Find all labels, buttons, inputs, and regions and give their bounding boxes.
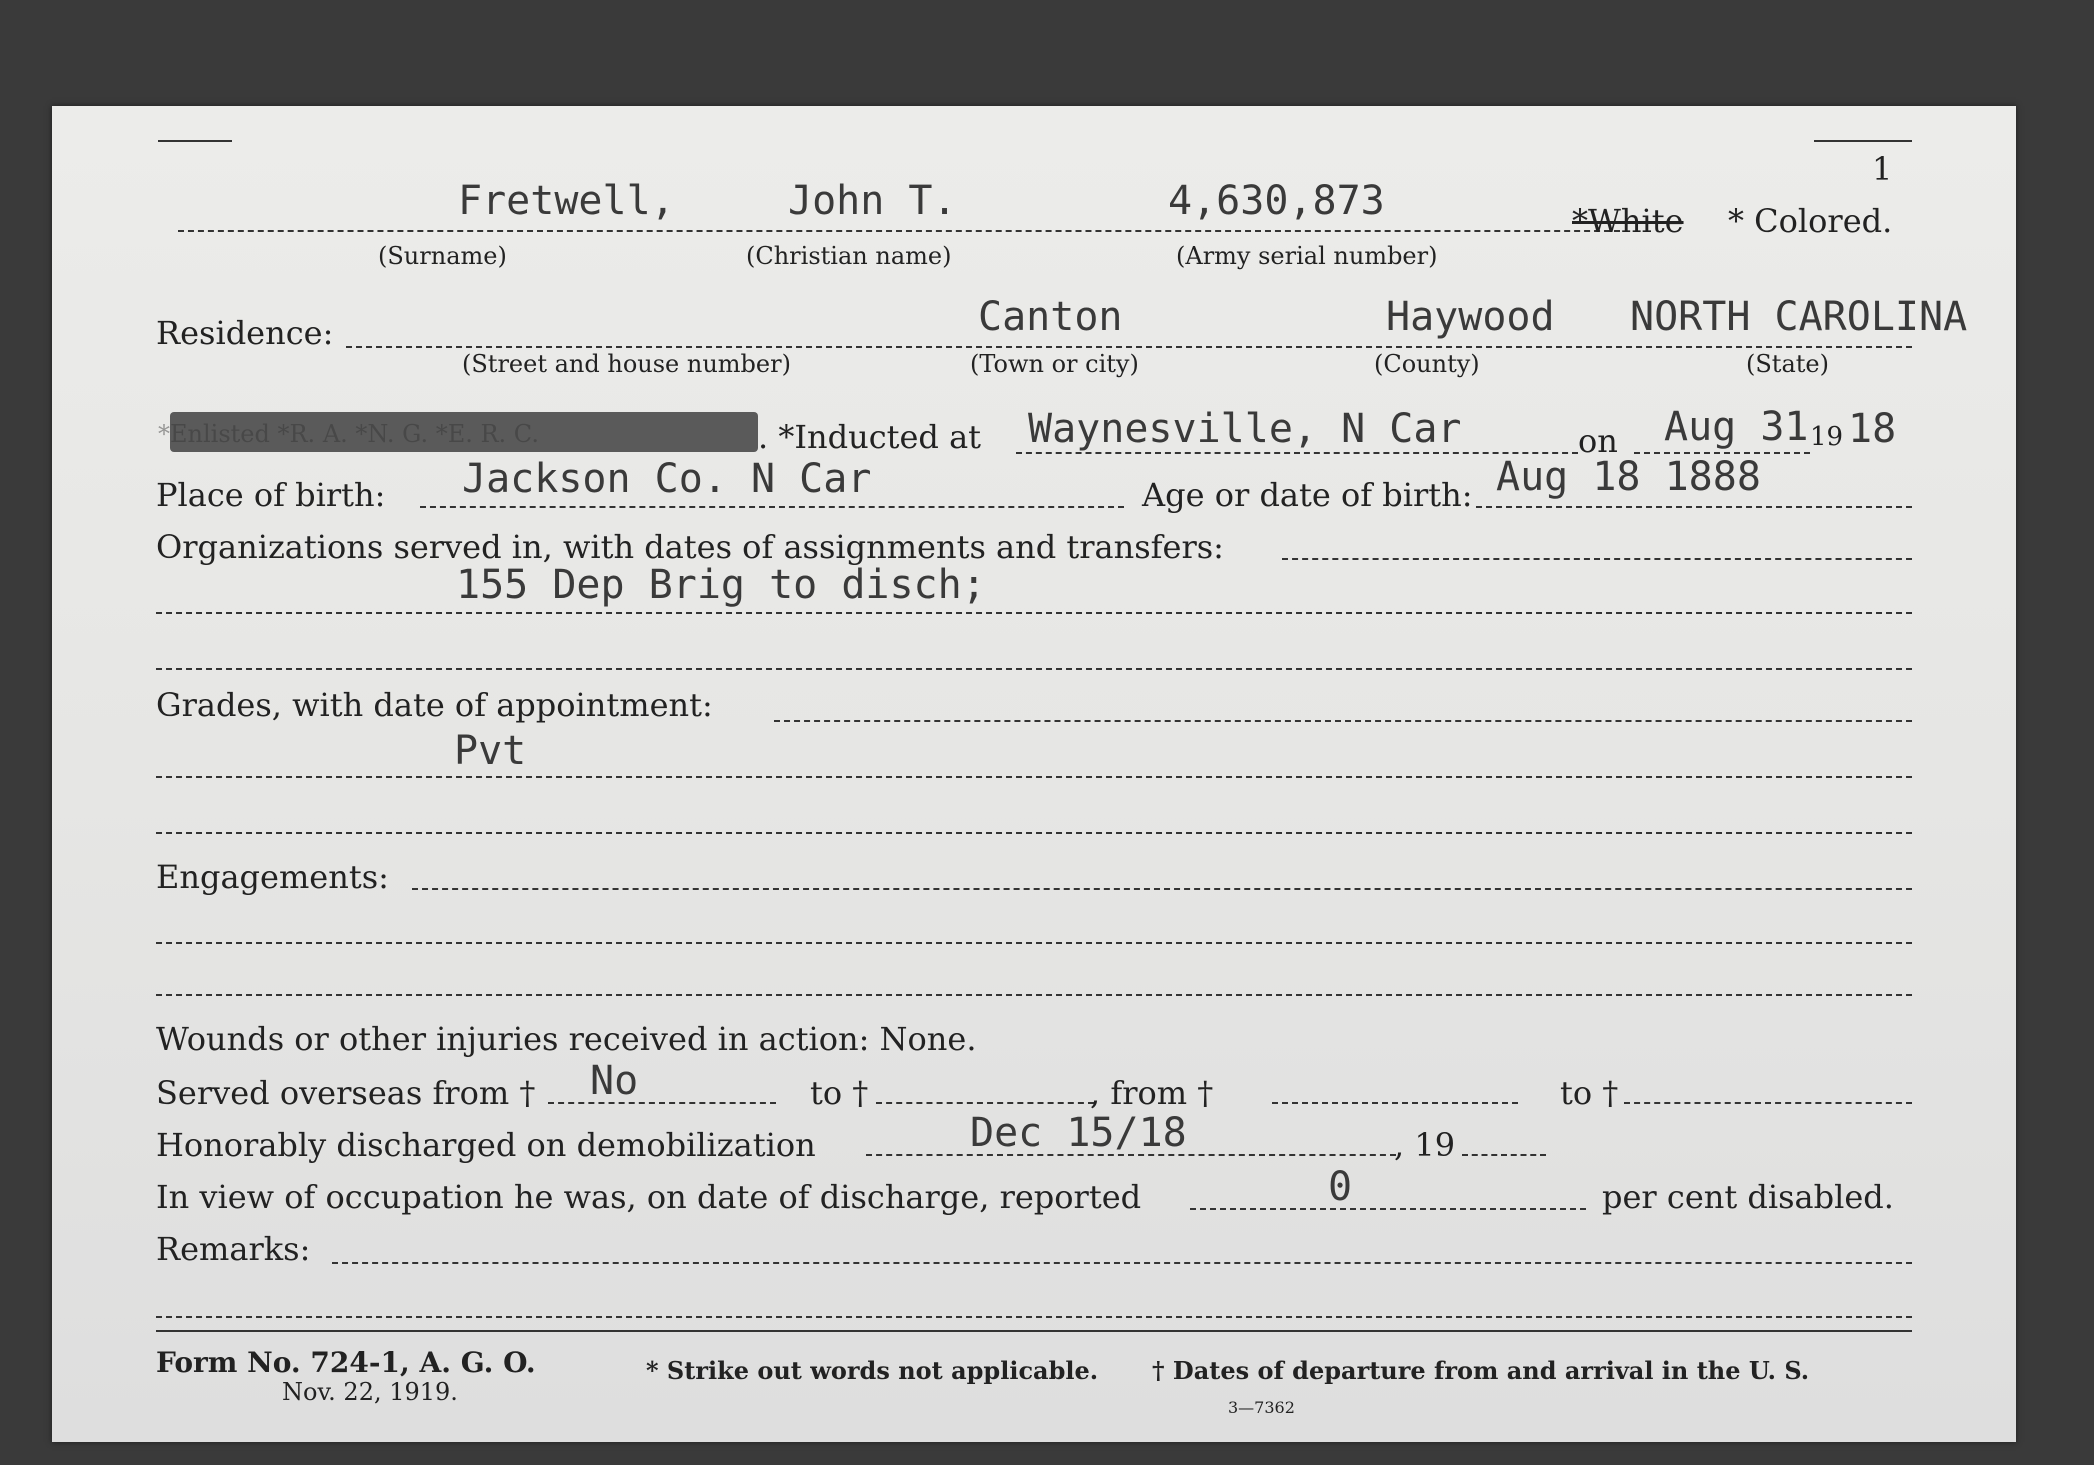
remarks-line-1 xyxy=(156,1316,1912,1318)
top-left-mark xyxy=(158,140,232,142)
inducted-label: . *Inducted at xyxy=(758,418,981,456)
disability-value: 0 xyxy=(1328,1164,1353,1210)
discharge-year-prefix: , 19 xyxy=(1394,1126,1456,1164)
footer-rule xyxy=(156,1330,1912,1332)
serial-number-value: 4,630,873 xyxy=(1168,178,1385,224)
footnote-strike: * Strike out words not applicable. xyxy=(646,1356,1099,1385)
street-caption: (Street and house number) xyxy=(462,350,791,378)
inducted-place-line xyxy=(1016,452,1578,454)
wounds-label: Wounds or other injuries received in action: None. xyxy=(156,1020,977,1058)
residence-county: Haywood xyxy=(1386,294,1555,340)
overseas-line-3 xyxy=(1272,1102,1518,1104)
inducted-on-label: on xyxy=(1578,422,1618,460)
discharge-line xyxy=(866,1154,1396,1156)
inducted-date: Aug 31 xyxy=(1664,404,1809,450)
birth-place: Jackson Co. N Car xyxy=(462,456,872,502)
discharge-year-line xyxy=(1462,1154,1546,1156)
overseas-line-2 xyxy=(876,1102,1094,1104)
grades-line-2 xyxy=(156,832,1912,834)
serial-number-caption: (Army serial number) xyxy=(1176,242,1438,270)
top-right-mark xyxy=(1814,140,1912,142)
name-line xyxy=(178,230,1620,232)
discharge-date: Dec 15/18 xyxy=(970,1110,1187,1156)
race-white: *White xyxy=(1572,202,1684,240)
inducted-year: 18 xyxy=(1848,406,1897,452)
christian-name-value: John T. xyxy=(788,178,957,224)
engagements-label: Engagements: xyxy=(156,858,389,896)
overseas-to-1: to † xyxy=(810,1074,869,1112)
overseas-to-2: to † xyxy=(1560,1074,1619,1112)
christian-name-caption: (Christian name) xyxy=(746,242,952,270)
surname-caption: (Surname) xyxy=(378,242,507,270)
residence-line xyxy=(346,346,1912,348)
residence-label: Residence: xyxy=(156,314,334,352)
town-caption: (Town or city) xyxy=(970,350,1139,378)
birth-date-label: Age or date of birth: xyxy=(1142,476,1473,514)
birth-date: Aug 18 1888 xyxy=(1496,454,1761,500)
inducted-place: Waynesville, N Car xyxy=(1028,406,1462,452)
disability-label: In view of occupation he was, on date of discharge, reported xyxy=(156,1178,1142,1216)
organizations-line-1 xyxy=(156,612,1912,614)
residence-town: Canton xyxy=(978,294,1123,340)
grades-line-0 xyxy=(774,720,1912,722)
struck-options: *Enlisted *R. A. *N. G. *E. R. C. xyxy=(158,420,539,448)
record-card xyxy=(52,106,2016,1442)
disability-line xyxy=(1190,1208,1586,1210)
print-code: 3—7362 xyxy=(1228,1398,1295,1417)
remarks-line-0 xyxy=(332,1262,1912,1264)
footnote-dates: † Dates of departure from and arrival in the U. S. xyxy=(1152,1356,1810,1385)
surname-value: Fretwell, xyxy=(458,178,675,224)
organizations-entry: 155 Dep Brig to disch; xyxy=(456,562,986,608)
engagements-line-2 xyxy=(156,994,1912,996)
birth-date-line xyxy=(1476,506,1912,508)
grades-label: Grades, with date of appointment: xyxy=(156,686,713,724)
form-number: Form No. 724-1, A. G. O. xyxy=(156,1346,536,1379)
inducted-year-prefix: 19 xyxy=(1810,422,1844,452)
grades-line-1 xyxy=(156,776,1912,778)
disability-suffix: per cent disabled. xyxy=(1602,1178,1894,1216)
county-caption: (County) xyxy=(1374,350,1480,378)
overseas-value: No xyxy=(590,1058,639,1104)
state-caption: (State) xyxy=(1746,350,1829,378)
organizations-line-0 xyxy=(1282,558,1912,560)
page-number: 1 xyxy=(1872,150,1893,188)
birth-place-line xyxy=(420,506,1124,508)
overseas-line-1 xyxy=(548,1102,776,1104)
overseas-from-2: , from † xyxy=(1090,1074,1214,1112)
discharge-label: Honorably discharged on demobilization xyxy=(156,1126,816,1164)
race-colored: * Colored. xyxy=(1728,202,1893,240)
birth-place-label: Place of birth: xyxy=(156,476,386,514)
grades-entry: Pvt xyxy=(454,728,527,774)
remarks-label: Remarks: xyxy=(156,1230,311,1268)
form-date: Nov. 22, 1919. xyxy=(282,1378,458,1406)
organizations-line-2 xyxy=(156,668,1912,670)
organizations-label: Organizations served in, with dates of assignments and transfers: xyxy=(156,528,1224,566)
engagements-line-0 xyxy=(412,888,1912,890)
overseas-label: Served overseas from † xyxy=(156,1074,536,1112)
residence-state: NORTH CAROLINA xyxy=(1630,294,1968,340)
overseas-line-4 xyxy=(1624,1102,1912,1104)
engagements-line-1 xyxy=(156,942,1912,944)
